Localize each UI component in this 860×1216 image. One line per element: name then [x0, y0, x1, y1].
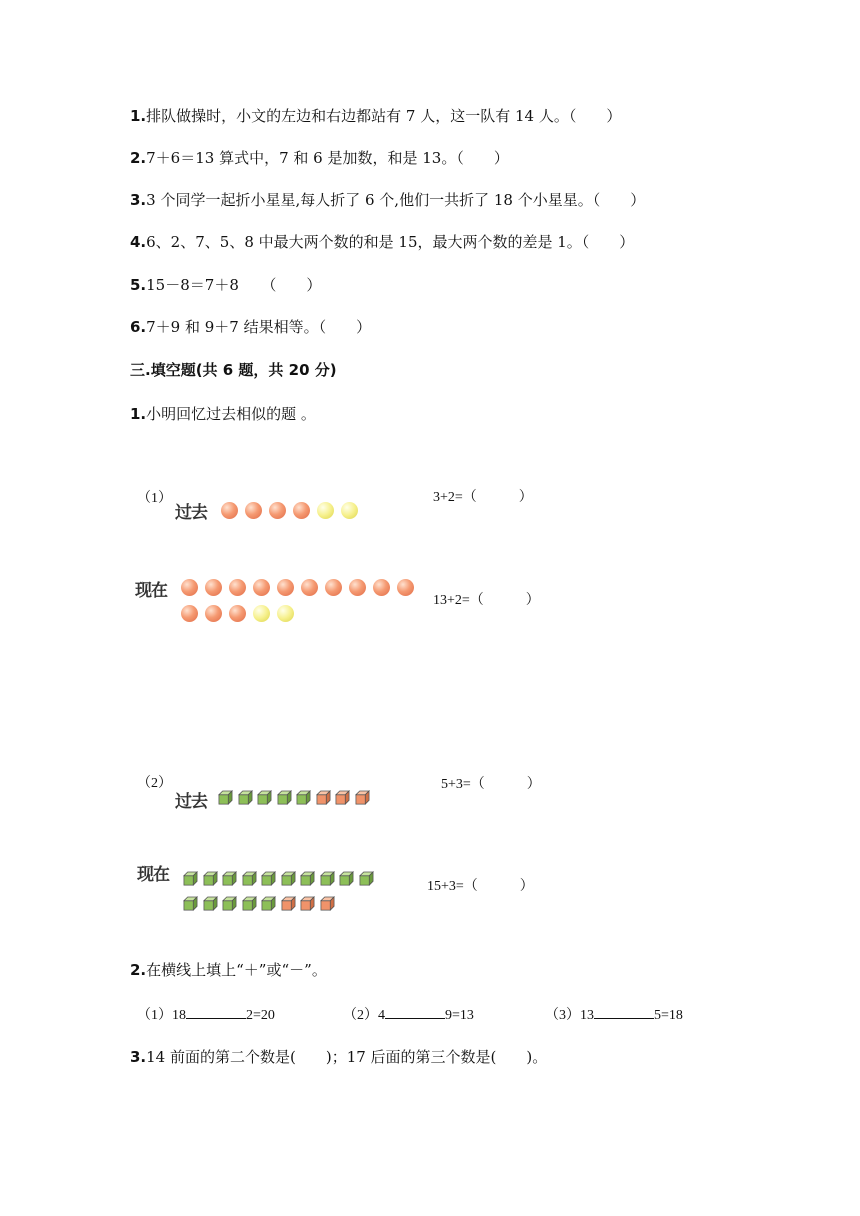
item-number: 5.	[130, 276, 147, 294]
orange-ball-icon	[245, 502, 262, 519]
part-1-label: （1）	[137, 491, 172, 506]
judge-item-1	[130, 106, 621, 126]
green-cube-icon	[277, 790, 292, 805]
orange-cube-icon	[281, 896, 296, 911]
judge-item-2	[130, 148, 509, 168]
item-text: 在横线上填上“＋”或“－”。	[146, 961, 327, 979]
orange-cube-icon	[316, 790, 331, 805]
orange-ball-icon	[253, 579, 270, 596]
item-number: 2.	[130, 961, 147, 979]
item-number: 4.	[130, 233, 147, 251]
orange-ball-icon	[293, 502, 310, 519]
fill-right: 2=20	[246, 1008, 275, 1023]
green-cube-icon	[261, 896, 276, 911]
fill-item-3	[545, 1004, 683, 1024]
item-text: 3 个同学一起折小星星,每人折了 6 个,他们一共折了 18 个小星星。（ ）	[146, 191, 646, 209]
orange-cube-icon	[300, 896, 315, 911]
judge-item-3	[130, 190, 645, 210]
green-cube-icon	[242, 871, 257, 886]
question-2	[130, 960, 327, 980]
green-cube-icon	[257, 790, 272, 805]
item-text: 14 前面的第二个数是( )；17 后面的第三个数是( )。	[146, 1048, 548, 1066]
item-number: 2.	[130, 149, 147, 167]
answer-blank[interactable]	[385, 1004, 445, 1019]
equation-now-2: 15+3=（ ）	[427, 879, 534, 894]
green-cube-icon	[218, 790, 233, 805]
past-label: 过去	[175, 503, 207, 523]
item-text: 6、2、7、5、8 中最大两个数的和是 15，最大两个数的差是 1。（ ）	[146, 233, 635, 251]
green-cube-icon	[281, 871, 296, 886]
orange-ball-icon	[325, 579, 342, 596]
past-label: 过去	[175, 792, 207, 812]
orange-ball-icon	[205, 605, 222, 622]
orange-ball-icon	[205, 579, 222, 596]
equation-past-1: 3+2=（ ）	[433, 490, 533, 505]
green-cube-icon	[359, 871, 374, 886]
green-cube-icon	[242, 896, 257, 911]
orange-ball-icon	[277, 579, 294, 596]
equation-past-2: 5+3=（ ）	[441, 777, 541, 792]
item-text: 排队做操时，小文的左边和右边都站有 7 人，这一队有 14 人。（ ）	[146, 107, 622, 125]
green-cube-icon	[203, 896, 218, 911]
orange-ball-icon	[373, 579, 390, 596]
orange-ball-icon	[349, 579, 366, 596]
yellow-ball-icon	[341, 502, 358, 519]
item-number: 6.	[130, 318, 147, 336]
yellow-ball-icon	[317, 502, 334, 519]
orange-ball-icon	[181, 605, 198, 622]
item-text: 小明回忆过去相似的题 。	[146, 405, 316, 423]
green-cube-icon	[222, 871, 237, 886]
question-3	[130, 1047, 547, 1067]
judge-item-5	[130, 275, 321, 295]
item-number: 1.	[130, 107, 147, 125]
question-1	[130, 404, 316, 424]
orange-cube-icon	[335, 790, 350, 805]
yellow-ball-icon	[277, 605, 294, 622]
fill-item-1	[137, 1004, 275, 1024]
green-cube-icon	[222, 896, 237, 911]
orange-ball-icon	[181, 579, 198, 596]
green-cube-icon	[296, 790, 311, 805]
fill-right: 9=13	[445, 1008, 474, 1023]
orange-ball-icon	[229, 579, 246, 596]
item-number: 1.	[130, 405, 147, 423]
now-label: 现在	[137, 865, 169, 885]
fill-label: （2）4	[343, 1008, 385, 1023]
orange-cube-icon	[320, 896, 335, 911]
orange-ball-icon	[397, 579, 414, 596]
answer-blank[interactable]	[594, 1004, 654, 1019]
fill-label: （3）13	[545, 1008, 594, 1023]
orange-cube-icon	[355, 790, 370, 805]
yellow-ball-icon	[253, 605, 270, 622]
orange-ball-icon	[301, 579, 318, 596]
green-cube-icon	[339, 871, 354, 886]
green-cube-icon	[183, 871, 198, 886]
item-text: 7＋9 和 9＋7 结果相等。（ ）	[146, 318, 372, 336]
item-text: 15－8＝7＋8 （ ）	[146, 276, 322, 294]
green-cube-icon	[183, 896, 198, 911]
item-number: 3.	[130, 191, 147, 209]
answer-blank[interactable]	[186, 1004, 246, 1019]
orange-ball-icon	[221, 502, 238, 519]
equation-now-1: 13+2=（ ）	[433, 593, 540, 608]
item-text: 7＋6＝13 算式中，7 和 6 是加数，和是 13。（ ）	[146, 149, 509, 167]
green-cube-icon	[203, 871, 218, 886]
now-label: 现在	[135, 581, 167, 601]
item-number: 3.	[130, 1048, 147, 1066]
green-cube-icon	[300, 871, 315, 886]
part-2-label: （2）	[137, 776, 172, 791]
fill-right: 5=18	[654, 1008, 683, 1023]
fill-item-2	[343, 1004, 474, 1024]
orange-ball-icon	[229, 605, 246, 622]
green-cube-icon	[320, 871, 335, 886]
judge-item-4	[130, 232, 634, 252]
green-cube-icon	[238, 790, 253, 805]
section-heading: 三.填空题(共 6 题，共 20 分)	[130, 361, 337, 379]
fill-label: （1）18	[137, 1008, 186, 1023]
judge-item-6	[130, 317, 371, 337]
green-cube-icon	[261, 871, 276, 886]
orange-ball-icon	[269, 502, 286, 519]
